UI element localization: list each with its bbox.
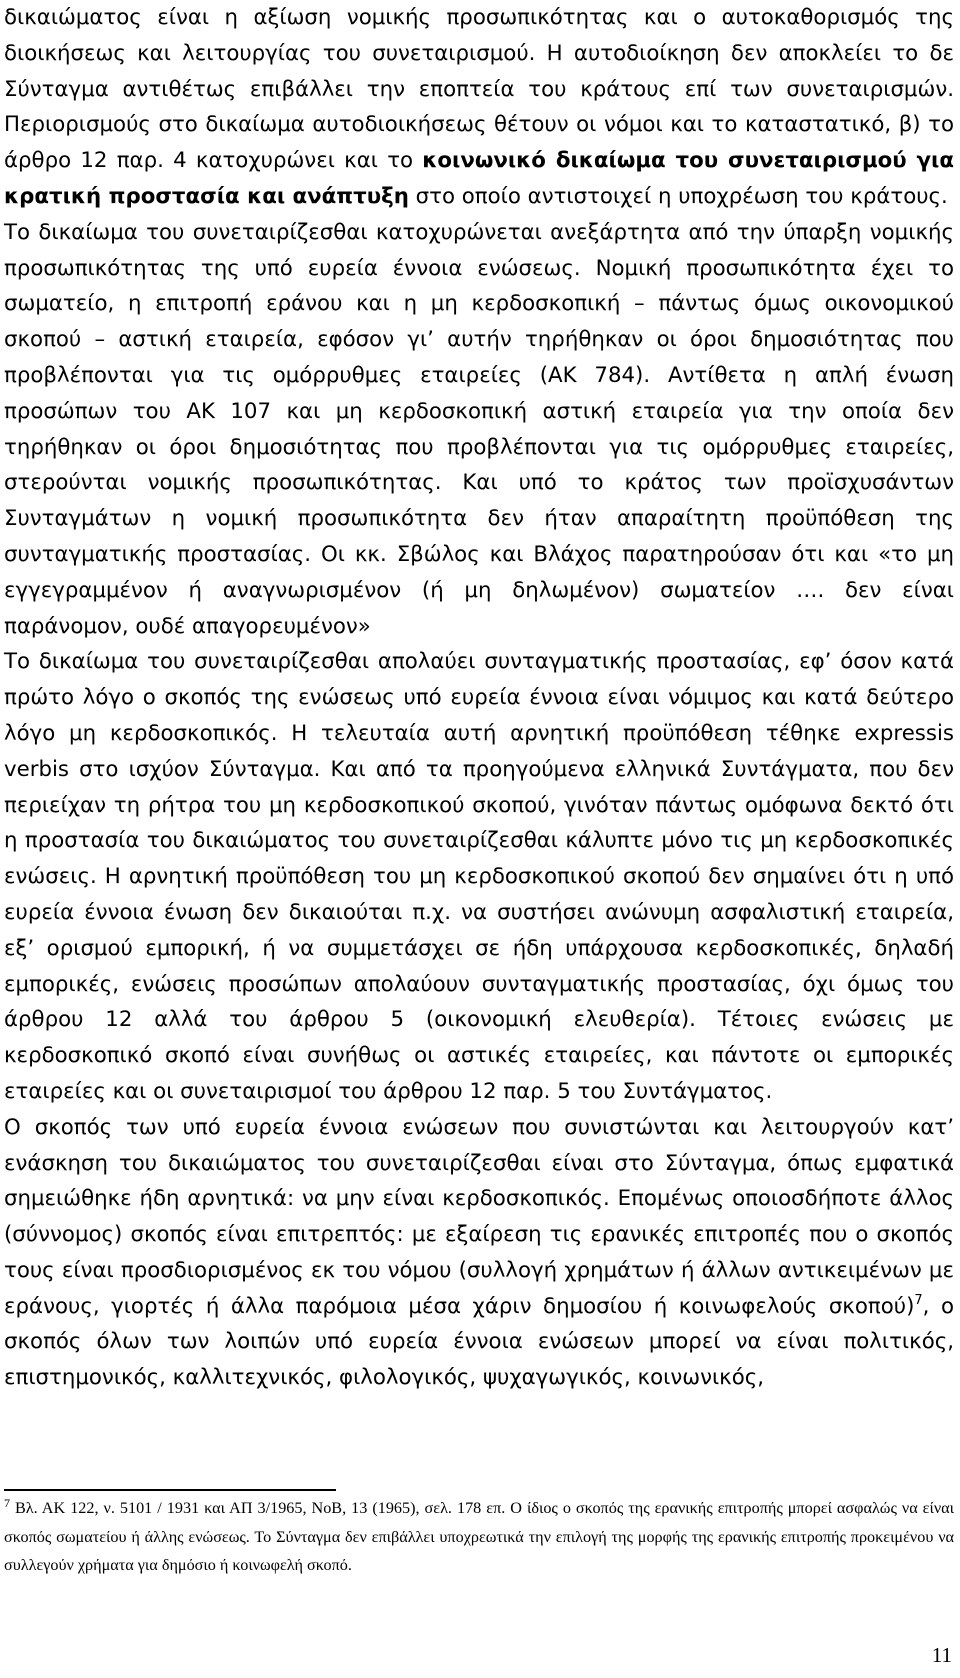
footnote xyxy=(4,1494,954,1580)
paragraph-4-text-b: , ο σκοπός όλων των λοιπών υπό ευρεία έννοια ενώσεων μπορεί να είναι πολιτικός, επιστημονικός, καλλιτεχνικός, φιλολογικός, ψυχαγωγικός, κοινωνικός, xyxy=(4,1293,954,1391)
paragraph-4-text-a: Ο σκοπός των υπό ευρεία έννοια ενώσεων που συνιστώνται και λειτουργούν κατ’ ενάσκηση του δικαιώματος του συνεταιρίζεσθαι είναι στο Σύνταγμα, όπως εμφατικά σημειώθηκε ήδη αρνητικά: να μην είναι κερδοσκοπικός. Επομένως οποιοσδήποτε άλλος (σύννομος) σκοπός είναι επιτρεπτός: με εξαίρεση τις ερανικές επιτροπές που ο σκοπός τους είναι προσδιορισμένος εκ του νόμου (συλλογή χρημάτων ή άλλων αντικειμένων με εράνους, γιορτές ή άλλα παρόμοια μέσα χάριν δημοσίου ή κοινωφελούς σκοπού) xyxy=(4,1114,954,1319)
page-number: 11 xyxy=(931,1643,952,1667)
paragraph-4 xyxy=(4,1110,954,1396)
paragraph-3: Το δικαίωμα του συνεταιρίζεσθαι απολαύει συνταγματικής προστασίας, εφ’ όσον κατά πρώτο λόγο ο σκοπός της ενώσεως υπό ευρεία έννοια είναι νόμιμος και κατά δεύτερο λόγο μη κερδοσκοπικός. Η τελευταία αυτή αρνητική προϋπόθεση τέθηκε expressis verbis στο ισχύον Σύνταγμα. Και από τα προηγούμενα ελληνικά Συντάγματα, που δεν περιείχαν τη ρήτρα του μη κερδοσκοπικού σκοπού, γινόταν πάντως ομόφωνα δεκτό ότι η προστασία του δικαιώματος του συνεταιρίζεσθαι κάλυπτε μόνο τις μη κερδοσκοπικές ενώσεις. Η αρνητική προϋπόθεση του μη κερδοσκοπικού σκοπού δεν σημαίνει ότι η υπό ευρεία έννοια ένωση δεν δικαιούται π.χ. να συστήσει ανώνυμη ασφαλιστική εταιρεία, εξ’ ορισμού εμπορική, ή να συμμετάσχει σε ήδη υπάρχουσα κερδοσκοπικές, δηλαδή εμπορικές, ενώσεις προσώπων απολαύουν συνταγματικής προστασίας, όχι όμως του άρθρου 12 αλλά του άρθρου 5 (οικονομική ελευθερία). Τέτοιες ενώσεις με κερδοσκοπικό σκοπό είναι συνήθως οι αστικές εταιρείες, και πάντοτε οι εμπορικές εταιρείες και οι συνεταιρισμοί του άρθρου 12 παρ. 5 του Συντάγματος. xyxy=(4,649,954,1104)
paragraph-1-text-a: δικαιώματος είναι η αξίωση νομικής προσωπικότητας και ο αυτοκαθορισμός της διοικήσεως και λειτουργίας του συνεταιρισμού. Η αυτοδιοίκηση δεν αποκλείει το δε Σύνταγμα αντιθέτως επιβάλλει την εποπτεία του κράτους επί των συνεταιρισμών. Περιορισμούς στο δικαίωμα αυτοδιοικήσεως θέτουν οι νόμοι και το καταστατικό, β) το άρθρο 12 παρ. 4 κατοχυρώνει και το xyxy=(4,5,954,174)
paragraph-1-bold-phrase: κοινωνικό δικαίωμα του συνεταιρισμού για κρατική προστασία και ανάπτυξη xyxy=(4,148,954,209)
body-text xyxy=(4,0,954,1396)
footnote-text: Βλ. ΑΚ 122, ν. 5101 / 1931 και ΑΠ 3/1965, ΝοΒ, 13 (1965), σελ. 178 επ. Ο ίδιος ο σκοπός της ερανικής επιτροπής μπορεί ασφαλώς να είναι σκοπός σωματείου ή άλλης ενώσεως. Το Σύνταγμα δεν επιβάλλει υποχρεωτικά την επιλογή της μορφής της ερανικής επιτροπής προκειμένου να συλλεγούν χρήματα για δημόσιο ή κοινωφελή σκοπό. xyxy=(4,1499,954,1575)
footnote-marker: 7 xyxy=(4,1496,10,1510)
paragraph-2: Το δικαίωμα του συνεταιρίζεσθαι κατοχυρώνεται ανεξάρτητα από την ύπαρξη νομικής προσωπικότητας της υπό ευρεία έννοια ενώσεως. Νομική προσωπικότητα έχει το σωματείο, η επιτροπή εράνου και η μη κερδοσκοπική – πάντως όμως οικονομικού σκοπού – αστική εταιρεία, εφόσον γι’ αυτήν τηρήθηκαν οι όροι δημοσιότητας που προβλέπονται για τις ομόρρυθμες εταιρείες (ΑΚ 784). Αντίθετα η απλή ένωση προσώπων του ΑΚ 107 και μη κερδοσκοπική αστική εταιρεία για την οποία δεν τηρήθηκαν οι όροι δημοσιότητας που προβλέπονται για τις ομόρρυθμες εταιρείες, στερούνται νομικής προσωπικότητας. Και υπό το κράτος των προϊσχυσάντων Συνταγμάτων η νομική προσωπικότητα δεν ήταν απαραίτητη προϋπόθεση της συνταγματικής προστασίας. Οι κκ. Σβώλος και Βλάχος παρατηρούσαν ότι και «το μη εγγεγραμμένον ή αναγνωρισμένον (ή μη δηλωμένον) σωματείον …. δεν είναι παράνομον, ουδέ απαγορευμένον» xyxy=(4,219,954,639)
paragraph-1 xyxy=(4,0,954,215)
footnote-separator xyxy=(4,1489,336,1491)
footnote-reference[interactable]: 7 xyxy=(914,1292,923,1308)
paragraph-1-text-b: στο οποίο αντιστοιχεί η υποχρέωση του κράτους. xyxy=(408,183,948,209)
